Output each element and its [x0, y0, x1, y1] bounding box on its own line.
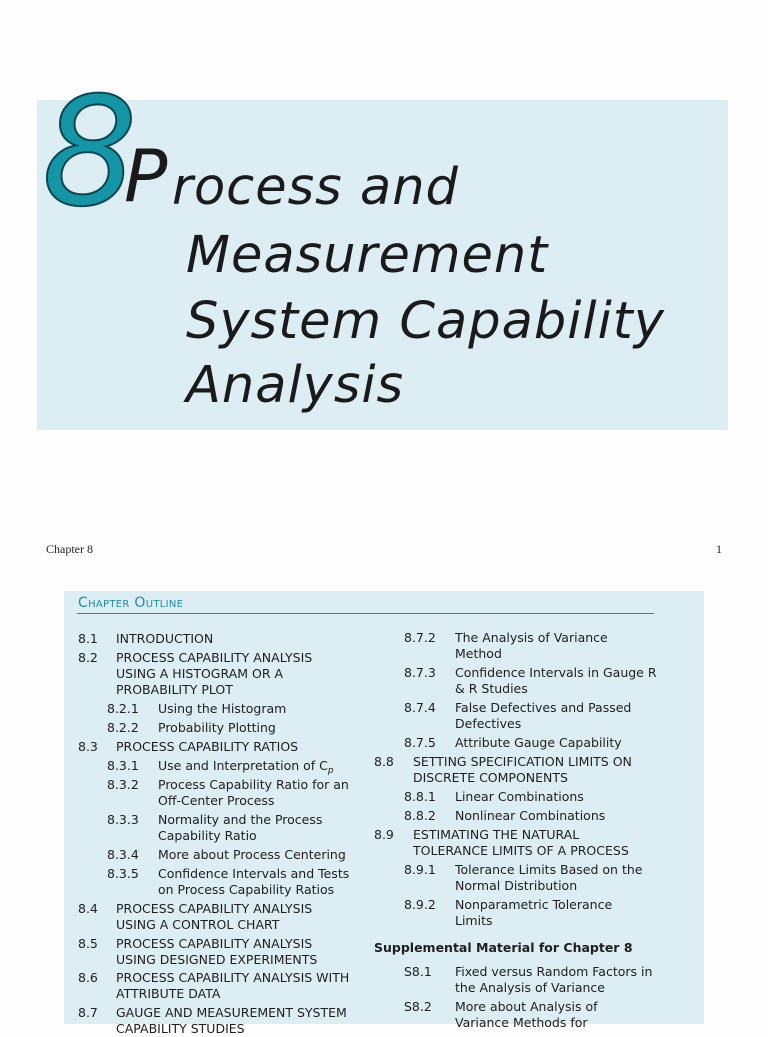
entry-number: 8.2.2	[107, 720, 139, 735]
entry-title: Nonparametric Tolerance Limits	[455, 897, 613, 928]
title-line-1: rocess and	[172, 158, 459, 217]
chapter-outline-heading: Chapter Outline	[78, 595, 184, 611]
entry-title-subscript: p	[327, 766, 334, 776]
entry-title: Confidence Intervals and Tests on Process Capability Ratios	[158, 866, 350, 897]
entry-number: 8.6	[78, 970, 98, 985]
entry-title	[158, 758, 368, 779]
entry-number: 8.3.3	[107, 812, 139, 827]
entry-title-text: Use and Interpretation of C	[158, 758, 328, 773]
entry-title: Tolerance Limits Based on the Normal Distribution	[455, 862, 643, 893]
entry-title: Using the Histogram	[158, 701, 287, 716]
entry-title: More about Process Centering	[158, 847, 346, 862]
entry-title: Confidence Intervals in Gauge R & R Studies	[455, 665, 657, 696]
entry-title: PROCESS CAPABILITY ANALYSIS USING DESIGNED EXPERIMENTS	[116, 936, 318, 967]
entry-title: False Defectives and Passed Defectives	[455, 700, 632, 731]
entry-number: 8.8.2	[404, 808, 436, 823]
entry-number: 8.1	[78, 631, 98, 646]
entry-title: Nonlinear Combinations	[455, 808, 606, 823]
entry-number: 8.9.2	[404, 897, 436, 912]
entry-number: 8.8	[374, 754, 394, 769]
entry-number: 8.9	[374, 827, 394, 842]
entry-title: SETTING SPECIFICATION LIMITS ON DISCRETE COMPONENTS	[413, 754, 632, 785]
entry-number: 8.7.5	[404, 735, 436, 750]
entry-number: 8.2	[78, 650, 98, 665]
entry-title: Linear Combinations	[455, 789, 584, 804]
entry-title: Attribute Gauge Capability	[455, 735, 622, 750]
entry-title: Probability Plotting	[158, 720, 276, 735]
entry-title: PROCESS CAPABILITY ANALYSIS WITH ATTRIBUTE DATA	[116, 970, 350, 1001]
entry-title: More about Analysis of Variance Methods for	[455, 999, 598, 1030]
entry-number: 8.4	[78, 901, 98, 916]
entry-title: INTRODUCTION	[116, 631, 214, 646]
entry-number: 8.7.3	[404, 665, 436, 680]
entry-number: 8.5	[78, 936, 98, 951]
entry-number: 8.7.2	[404, 630, 436, 645]
entry-title: PROCESS CAPABILITY ANALYSIS USING A HISTOGRAM OR A PROBABILITY PLOT	[116, 650, 313, 697]
entry-number: 8.7.4	[404, 700, 436, 715]
entry-title: PROCESS CAPABILITY ANALYSIS USING A CONTROL CHART	[116, 901, 313, 932]
chapter-number: 8	[42, 66, 134, 240]
title-line-2: Measurement	[186, 226, 549, 285]
entry-number: S8.2	[404, 999, 432, 1014]
entry-title: ESTIMATING THE NATURAL TOLERANCE LIMITS OF A PROCESS	[413, 827, 629, 858]
entry-number: 8.7	[78, 1005, 98, 1020]
entry-number: 8.2.1	[107, 701, 139, 716]
entry-number: 8.3.4	[107, 847, 139, 862]
entry-number: 8.9.1	[404, 862, 436, 877]
page-number: 1	[716, 542, 722, 556]
entry-title: Fixed versus Random Factors in the Analysis of Variance	[455, 964, 653, 995]
supplemental-material-heading: Supplemental Material for Chapter 8	[374, 940, 633, 955]
running-header-chapter: Chapter 8	[46, 542, 93, 556]
title-initial-letter: P	[124, 134, 168, 218]
title-line-3: System Capability	[186, 292, 665, 351]
entry-number: 8.3.2	[107, 777, 139, 792]
entry-title: PROCESS CAPABILITY RATIOS	[116, 739, 299, 754]
entry-title: Process Capability Ratio for an Off-Center Process	[158, 777, 349, 808]
entry-number: S8.1	[404, 964, 432, 979]
title-line-4: Analysis	[186, 356, 405, 415]
entry-number: 8.3	[78, 739, 98, 754]
entry-title: GAUGE AND MEASUREMENT SYSTEM CAPABILITY STUDIES	[116, 1005, 347, 1036]
entry-title: The Analysis of Variance Method	[455, 630, 608, 661]
entry-number: 8.3.5	[107, 866, 139, 881]
entry-number: 8.8.1	[404, 789, 436, 804]
outline-heading-rule	[77, 613, 654, 614]
entry-title: Normality and the Process Capability Ratio	[158, 812, 323, 843]
entry-number: 8.3.1	[107, 758, 139, 773]
